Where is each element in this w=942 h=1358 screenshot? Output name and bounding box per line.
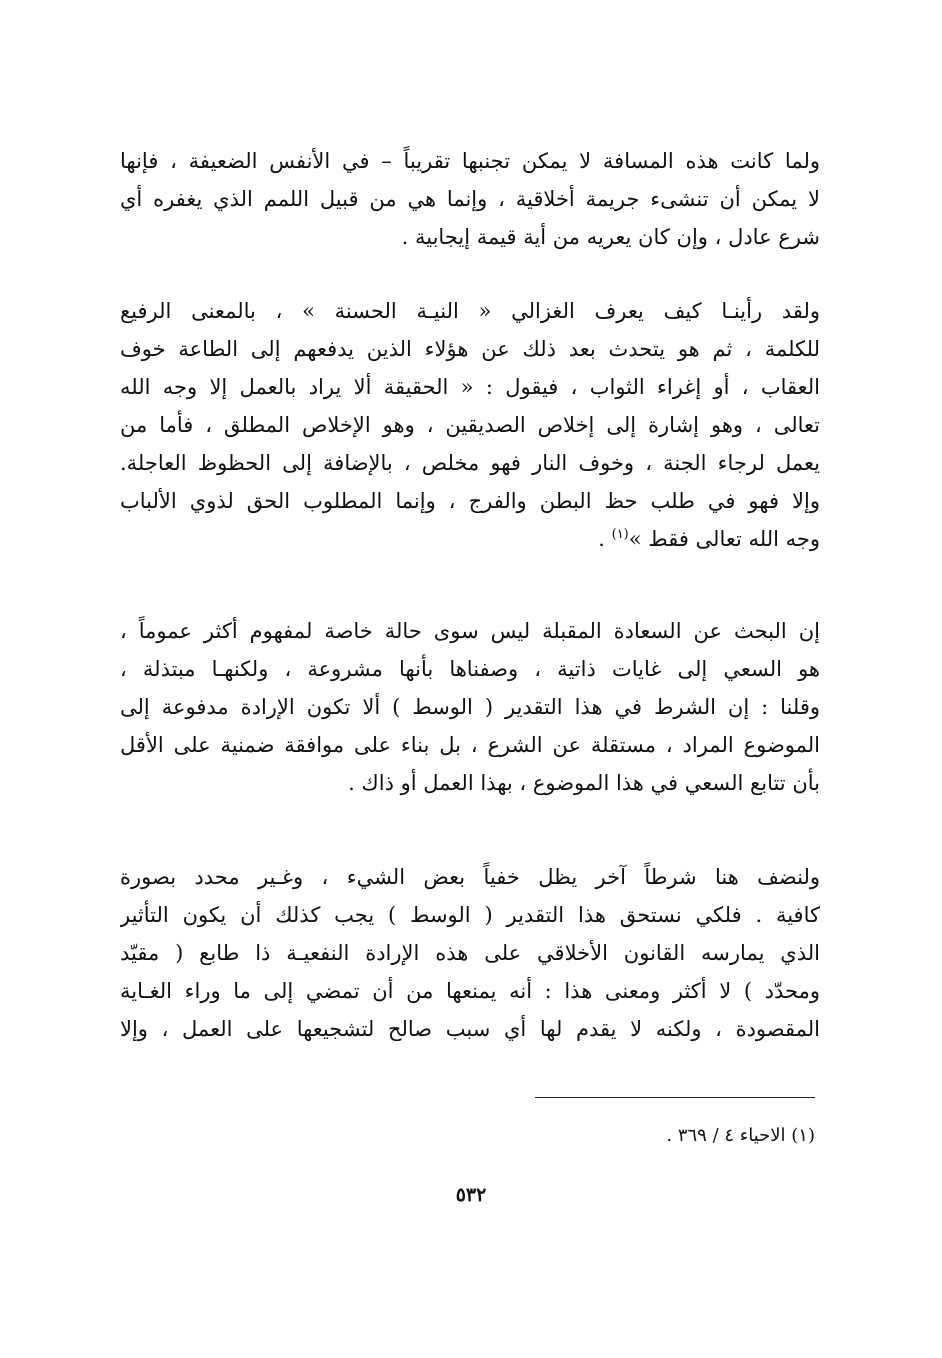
text-line: ومحدّد ) لا أكثر ومعنى هذا : أنه يمنعها من أن تمضي إلى ما وراء الغـاية <box>120 979 820 1003</box>
text-line: للكلمة ، ثم هو يتحدث بعد ذلك عن هؤلاء الذين يدفعهم إلى الطاعة خوف <box>120 337 820 361</box>
paragraph-4 <box>120 858 820 1048</box>
text-line: الموضوع المراد ، مستقلة عن الشرع ، بل بناء على موافقة ضمنية على الأقل <box>120 733 820 757</box>
text-line: ولنضف هنا شرطاً آخر يظل خفياً بعض الشيء ، وغـير محدد بصورة <box>120 865 820 889</box>
text-line: ولقد رأينـا كيف يعرف الغزالي « النيـة الحسنة » ، بالمعنى الرفيع <box>120 299 820 323</box>
text-line: يعمل لرجاء الجنة ، وخوف النار فهو مخلص ، بالإضافة إلى الحظوظ العاجلة. <box>120 451 820 475</box>
quote-end-text: وجه الله تعالى فقط » <box>628 527 820 551</box>
text-line: ولما كانت هذه المسافة لا يمكن تجنبها تقريباً – في الأنفس الضعيفة ، فإنها <box>120 149 820 173</box>
text-line: بأن تتابع السعي في هذا الموضوع ، بهذا العمل أو ذاك . <box>348 771 820 795</box>
text-line: لا يمكن أن تنشىء جريمة أخلاقية ، وإنما هي من قبيل اللمم الذي يغفره أي <box>120 187 820 211</box>
paragraph-1 <box>120 142 820 256</box>
text-line: تعالى ، وهو إشارة إلى إخلاص الصديقين ، وهو الإخلاص المطلق ، فأما من <box>120 413 820 437</box>
text-line: شرع عادل ، وإن كان يعريه من أية قيمة إيجابية . <box>401 225 820 249</box>
line-tail: . <box>598 527 612 551</box>
text-line: كافية . فلكي نستحق هذا التقدير ( الوسط ) يجب كذلك أن يكون التأثير <box>120 903 820 927</box>
text-line: الذي يمارسه القانون الأخلاقي على هذه الإرادة النفعيـة ذا طابع ( مقيّد <box>120 941 820 965</box>
text-line: وإلا فهو في طلب حظ البطن والفرج ، وإنما المطلوب الحق لذوي الألباب <box>120 489 820 513</box>
text-line: العقاب ، أو إغراء الثواب ، فيقول : « الحقيقة ألا يراد بالعمل إلا وجه الله <box>120 375 820 399</box>
footnote-reference: (١) <box>611 527 629 542</box>
text-line: هو السعي إلى غايات ذاتية ، وصفناها بأنها مشروعة ، ولكنهـا مبتذلة ، <box>120 657 820 681</box>
text-line: وقلنا : إن الشرط في هذا التقدير ( الوسط ) ألا تكون الإرادة مدفوعة إلى <box>120 695 820 719</box>
page-number: ٥٣٢ <box>455 1184 487 1206</box>
paragraph-3 <box>120 612 820 802</box>
footnote-divider <box>535 1097 815 1098</box>
paragraph-2 <box>120 292 820 558</box>
text-line: إن البحث عن السعادة المقبلة ليس سوى حالة خاصة لمفهوم أكثر عموماً ، <box>120 619 820 643</box>
text-line-with-footnote <box>120 520 820 558</box>
text-line: المقصودة ، ولكنه لا يقدم لها أي سبب صالح لتشجيعها على العمل ، وإلا <box>120 1017 820 1041</box>
footnote: (١) الاحياء ٤ / ٣٦٩ . <box>666 1125 815 1146</box>
